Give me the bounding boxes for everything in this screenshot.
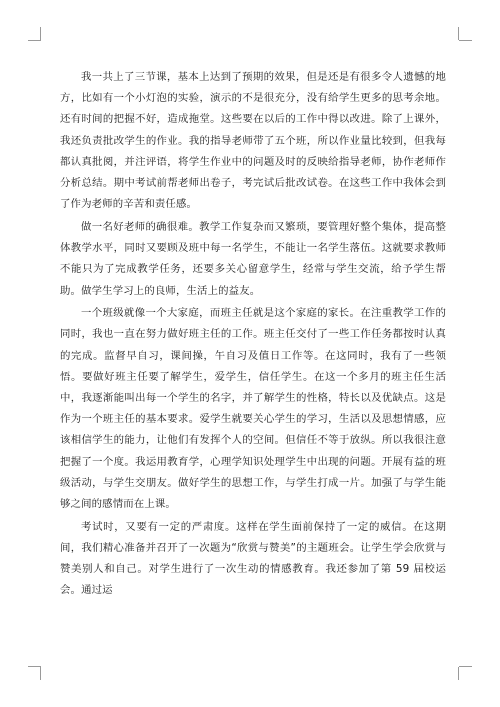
- crop-mark-bottom-right-vertical: [458, 667, 459, 680]
- crop-mark-bottom-right-horizontal: [459, 666, 472, 667]
- paragraph: 我一共上了三节课，基本上达到了预期的效果，但是还是有很多令人遗憾的地方，比如有一个小灯泡的实验，演示的不是很充分，没有给学生更多的思考余地。还有时间的把握不好，造成拖堂。这些要在以后的工作中得以改进。除了上课外，我还负责批改学生的作业。我的指导老师带了五个班，所以作业量比较到，但我每都认真批阅，并注评语，将学生作业中的问题及时的反映给指导老师，协作老师作分析总结。期中考试前帮老师出卷子，考完试后批改试卷。在这些工作中我体会到了作为老师的辛苦和责任感。: [60, 71, 446, 211]
- crop-mark-bottom-left-horizontal: [28, 666, 41, 667]
- crop-mark-bottom-left-vertical: [40, 667, 41, 680]
- crop-mark-top-left-vertical: [40, 27, 41, 40]
- paragraph: 做一名好老师的确很难。教学工作复杂而又繁琐，要管理好整个集体，提高整体教学水平，同时又要顾及班中每一名学生，不能让一名学生落伍。这就要求教师不能只为了完成教学任务，还要多关心留意学生，经常与学生交流，给予学生帮助。做学生学习上的良师，生活上的益友。: [60, 220, 446, 297]
- crop-mark-top-left-horizontal: [28, 40, 41, 41]
- paragraph: 一个班级就像一个大家庭，而班主任就是这个家庭的家长。在注重教学工作的同时，我也一直在努力做好班主任的工作。班主任交付了一些工作任务都按时认真的完成。监督早自习，课间操，午自习及值日工作等。在这同时，我有了一些领悟。要做好班主任要了解学生，爱学生，信任学生。在这一个多月的班主任生活中，我逐渐能叫出每一个学生的名字，并了解学生的性格，特长以及优缺点。这是作为一个班主任的基本要求。爱学生就要关心学生的学习，生活以及思想情感，应该相信学生的能力，让他们有发挥个人的空间。但信任不等于放纵。所以我很注意把握了一个度。我运用教育学，心理学知识处理学生中出现的问题。开展有益的班级活动，与学生交朋友。做好学生的思想工作，与学生打成一片。加强了与学生能够之间的感情而在上课。: [60, 307, 446, 511]
- crop-mark-top-right-vertical: [458, 27, 459, 40]
- crop-mark-top-right-horizontal: [459, 40, 472, 41]
- document-body: [60, 67, 446, 602]
- paragraph: 考试时，又要有一定的严肃度。这样在学生面前保持了一定的威信。在这期间，我们精心准备并召开了一次题为“欣赏与赞美”的主题班会。让学生学会欣赏与赞美别人和自己。对学生进行了一次生动的情感教育。我还参加了第 59 届校运会。通过运: [60, 520, 446, 597]
